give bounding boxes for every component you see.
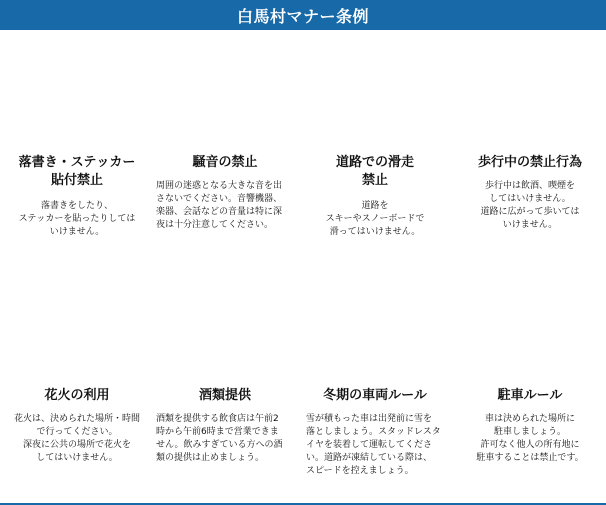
rule-parking [455,387,605,465]
rule-alcohol [150,387,300,465]
rule-body: 花火は、決められた場所・時間 で行ってください。 深夜に公共の場所で花火を してはいけません。 [13,414,140,463]
rule-body: 落書きをしたり、 ステッカーを貼ったりしては いけません。 [18,201,136,237]
rule-body: 周囲の迷惑となる大きな音を出 さないでください。音響機器、 楽器、会話などの音量は特に深 夜は十分注意してください。 [156,181,283,230]
rule-winter-vehicles [300,387,450,478]
page-header [0,0,606,30]
rule-body: 歩行中は飲酒、喫煙を してはいけません。 道路に広がって歩いては いけません。 [480,181,580,230]
rule-title: 花火の利用 [44,388,110,403]
rule-graffiti [2,154,152,239]
rule-road-sliding [300,154,450,239]
rule-title: 騒音の禁止 [192,155,258,170]
rule-fireworks [2,387,152,465]
rule-title: 酒類提供 [198,388,251,403]
rule-noise [150,154,300,232]
rule-title: 落書き・ステッカー 貼付禁止 [18,155,136,188]
rule-body: 酒類を提供する飲食店は午前2 時から午前6時まで営業できま せん。飲みすぎている方への酒 類の提供は止めましょう。 [156,414,283,463]
rule-body: 車は決められた場所に 駐車しましょう。 許可なく他人の所有地に 駐車することは禁止です。 [476,414,584,463]
rule-title: 道路での滑走 禁止 [335,155,414,188]
rules-grid [0,30,606,505]
rule-walking [455,154,605,232]
page-title: 白馬村マナー条例 [236,6,369,26]
rule-title: 歩行中の禁止行為 [477,155,582,170]
rule-body: 雪が積もった車は出発前に雪を 落としましょう。スタッドレスタ イヤを装着して運転してくださ い。道路が凍結している際は、 スピードを控えましょう。 [306,414,441,476]
rule-title: 駐車ルール [497,388,563,403]
rule-title: 冬期の車両ルール [323,388,427,403]
rule-body: 道路を スキーやスノーボードで 滑ってはいけません。 [325,201,425,237]
